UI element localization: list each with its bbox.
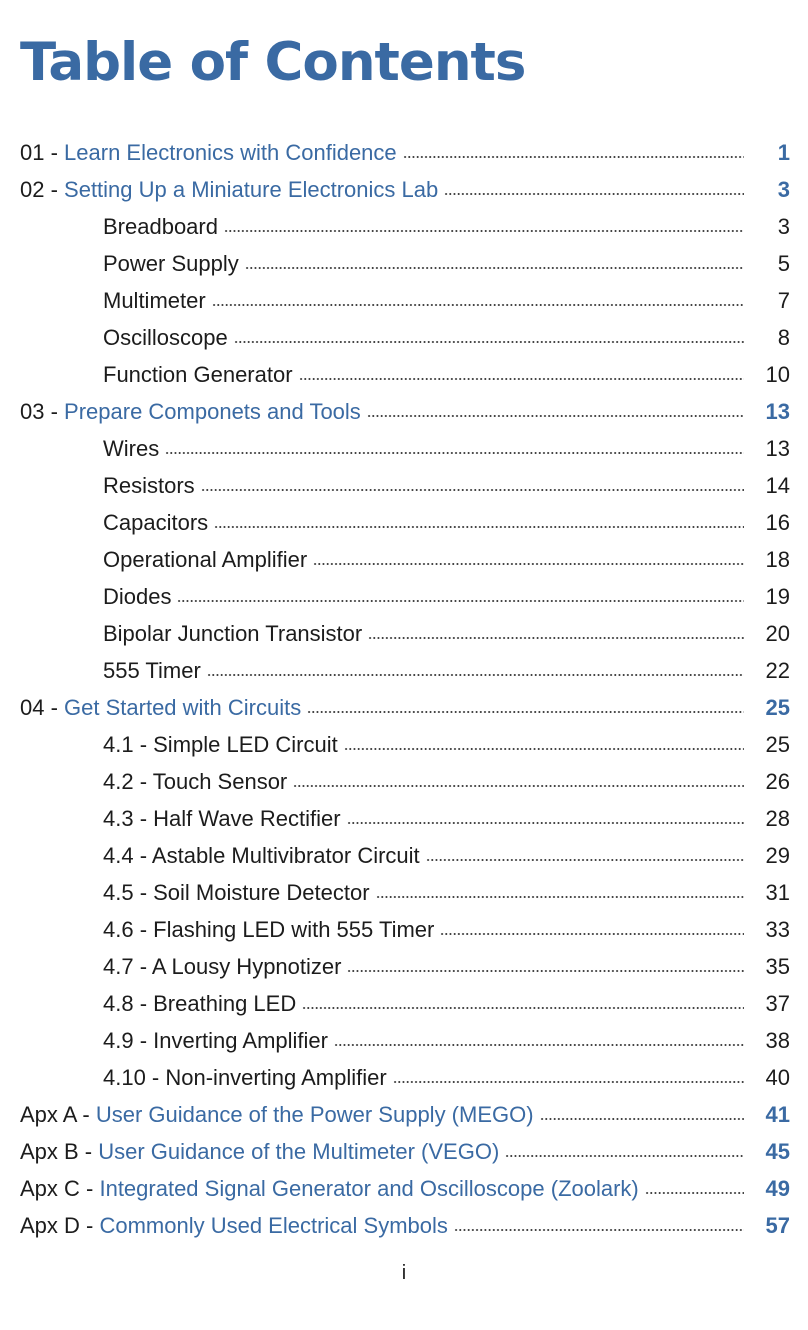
dot-leader [368, 637, 744, 639]
toc-entry-page-number: 18 [765, 547, 790, 572]
toc-entry-title: 4.2 - Touch Sensor [103, 769, 288, 794]
toc-entry-prefix: 04 - [20, 695, 65, 720]
page-number: i [401, 1262, 407, 1284]
toc-entry-page-number: 45 [765, 1139, 790, 1164]
dot-leader [403, 156, 744, 158]
toc-section-entry[interactable] [20, 430, 790, 467]
dot-leader [393, 1081, 744, 1083]
dot-leader [426, 859, 744, 861]
toc-entry-title: 4.8 - Breathing LED [103, 991, 297, 1016]
page-title: Table of Contents [20, 32, 526, 93]
toc-entry-title[interactable]: Get Started with Circuits [64, 695, 302, 720]
toc-entry-title: 4.6 - Flashing LED with 555 Timer [103, 917, 435, 942]
toc-entry-prefix: Apx D - [20, 1213, 100, 1238]
toc-entry-page-number: 16 [765, 510, 790, 535]
toc-entry-page-number: 35 [765, 954, 790, 979]
toc-entry-prefix: Apx A - [20, 1102, 96, 1127]
toc-section-entry[interactable] [20, 763, 790, 800]
toc-entry-title: 4.5 - Soil Moisture Detector [103, 880, 370, 905]
dot-leader [454, 1229, 744, 1231]
toc-section-entry[interactable] [20, 356, 790, 393]
toc-section-entry[interactable] [20, 282, 790, 319]
toc-section-entry[interactable] [20, 800, 790, 837]
toc-entry-page-number: 25 [765, 732, 790, 757]
toc-entry-page-number: 13 [765, 399, 790, 424]
toc-entry-page-number: 26 [765, 769, 790, 794]
toc-entry-title: 4.3 - Half Wave Rectifier [103, 806, 341, 831]
toc-entry-title: Capacitors [103, 510, 209, 535]
toc-entry-title: Power Supply [103, 251, 239, 276]
toc-section-entry[interactable] [20, 467, 790, 504]
toc-entry-page-number: 31 [765, 880, 790, 905]
toc-chapter-entry[interactable] [20, 1207, 790, 1244]
toc-entry-page-number: 40 [765, 1065, 790, 1090]
toc-section-entry[interactable] [20, 504, 790, 541]
toc-entry-page-number: 3 [777, 214, 790, 239]
toc-chapter-entry[interactable] [20, 1133, 790, 1170]
dot-leader [293, 785, 744, 787]
toc-entry-title: Multimeter [103, 288, 206, 313]
toc-entry-page-number: 10 [765, 362, 790, 387]
toc-section-entry[interactable] [20, 208, 790, 245]
toc-entry-page-number: 3 [777, 177, 790, 202]
toc-entry-title: Operational Amplifier [103, 547, 308, 572]
dot-leader [212, 304, 744, 306]
toc-entry-prefix: 03 - [20, 399, 65, 424]
dot-leader [347, 970, 744, 972]
dot-leader [299, 378, 744, 380]
dot-leader [302, 1007, 744, 1009]
dot-leader [234, 341, 744, 343]
toc-entry-page-number: 19 [765, 584, 790, 609]
toc-section-entry[interactable] [20, 245, 790, 282]
toc-entry-title[interactable]: Setting Up a Miniature Electronics Lab [64, 177, 439, 202]
toc-entry-page-number: 5 [777, 251, 790, 276]
toc-chapter-entry[interactable] [20, 171, 790, 208]
toc-chapter-entry[interactable] [20, 689, 790, 726]
toc-section-entry[interactable] [20, 319, 790, 356]
toc-entry-title: 555 Timer [103, 658, 201, 683]
toc-entry-title[interactable]: Prepare Componets and Tools [64, 399, 361, 424]
toc-entry-page-number: 22 [765, 658, 790, 683]
toc-entry-title: 4.9 - Inverting Amplifier [103, 1028, 328, 1053]
toc-chapter-entry[interactable] [20, 134, 790, 171]
toc-section-entry[interactable] [20, 948, 790, 985]
toc-section-entry[interactable] [20, 615, 790, 652]
dot-leader [440, 933, 744, 935]
toc-section-entry[interactable] [20, 985, 790, 1022]
toc-entry-title: Function Generator [103, 362, 293, 387]
dot-leader [367, 415, 744, 417]
toc-section-entry[interactable] [20, 541, 790, 578]
dot-leader [165, 452, 744, 454]
toc-section-entry[interactable] [20, 1022, 790, 1059]
dot-leader [334, 1044, 744, 1046]
toc-entry-page-number: 37 [765, 991, 790, 1016]
toc-section-entry[interactable] [20, 911, 790, 948]
dot-leader [201, 489, 744, 491]
toc-entry-title[interactable]: Commonly Used Electrical Symbols [99, 1213, 448, 1238]
toc-entry-title: Wires [103, 436, 160, 461]
dot-leader [313, 563, 744, 565]
toc-entry-prefix: Apx C - [20, 1176, 100, 1201]
toc-entry-page-number: 49 [765, 1176, 790, 1201]
toc-entry-title: 4.1 - Simple LED Circuit [103, 732, 338, 757]
dot-leader [207, 674, 744, 676]
dot-leader [444, 193, 744, 195]
toc-section-entry[interactable] [20, 726, 790, 763]
dot-leader [307, 711, 744, 713]
toc-entry-title: 4.4 - Astable Multivibrator Circuit [103, 843, 420, 868]
toc-entry-page-number: 28 [765, 806, 790, 831]
toc-chapter-entry[interactable] [20, 1170, 790, 1207]
toc-entry-title[interactable]: User Guidance of the Power Supply (MEGO) [95, 1102, 534, 1127]
toc-entry-title: Oscilloscope [103, 325, 228, 350]
toc-entry-page-number: 38 [765, 1028, 790, 1053]
toc-entry-page-number: 7 [777, 288, 790, 313]
toc-entry-title: 4.10 - Non-inverting Amplifier [103, 1065, 387, 1090]
toc-entry-prefix: Apx B - [20, 1139, 99, 1164]
toc-entry-title: Diodes [103, 584, 172, 609]
toc-entry-prefix: 02 - [20, 177, 65, 202]
dot-leader [177, 600, 744, 602]
toc-chapter-entry[interactable] [20, 393, 790, 430]
toc-entry-page-number: 20 [765, 621, 790, 646]
toc-entry-page-number: 13 [765, 436, 790, 461]
toc-section-entry[interactable] [20, 652, 790, 689]
toc-section-entry[interactable] [20, 874, 790, 911]
toc-entry-page-number: 1 [777, 140, 790, 165]
toc-entry-page-number: 57 [765, 1213, 790, 1238]
toc-entry-title[interactable]: Learn Electronics with Confidence [64, 140, 397, 165]
toc-section-entry[interactable] [20, 1059, 790, 1096]
dot-leader [347, 822, 744, 824]
toc-entry-page-number: 41 [765, 1102, 790, 1127]
toc-entry-page-number: 25 [765, 695, 790, 720]
toc-entry-prefix: 01 - [20, 140, 65, 165]
toc-section-entry[interactable] [20, 578, 790, 615]
dot-leader [245, 267, 744, 269]
dot-leader [214, 526, 744, 528]
dot-leader [376, 896, 744, 898]
toc-entry-page-number: 33 [765, 917, 790, 942]
dot-leader [645, 1192, 744, 1194]
toc-entry-title[interactable]: Integrated Signal Generator and Oscilloscope (Zoolark) [99, 1176, 639, 1201]
toc-chapter-entry[interactable] [20, 1096, 790, 1133]
toc-list [20, 134, 790, 1244]
toc-section-entry[interactable] [20, 837, 790, 874]
dot-leader [540, 1118, 744, 1120]
toc-entry-page-number: 8 [777, 325, 790, 350]
dot-leader [224, 230, 744, 232]
toc-entry-page-number: 14 [765, 473, 790, 498]
dot-leader [344, 748, 744, 750]
toc-entry-title: Breadboard [103, 214, 218, 239]
toc-entry-page-number: 29 [765, 843, 790, 868]
toc-entry-title: 4.7 - A Lousy Hypnotizer [103, 954, 342, 979]
toc-entry-title: Bipolar Junction Transistor [103, 621, 363, 646]
toc-entry-title[interactable]: User Guidance of the Multimeter (VEGO) [98, 1139, 500, 1164]
toc-entry-title: Resistors [103, 473, 195, 498]
dot-leader [505, 1155, 744, 1157]
